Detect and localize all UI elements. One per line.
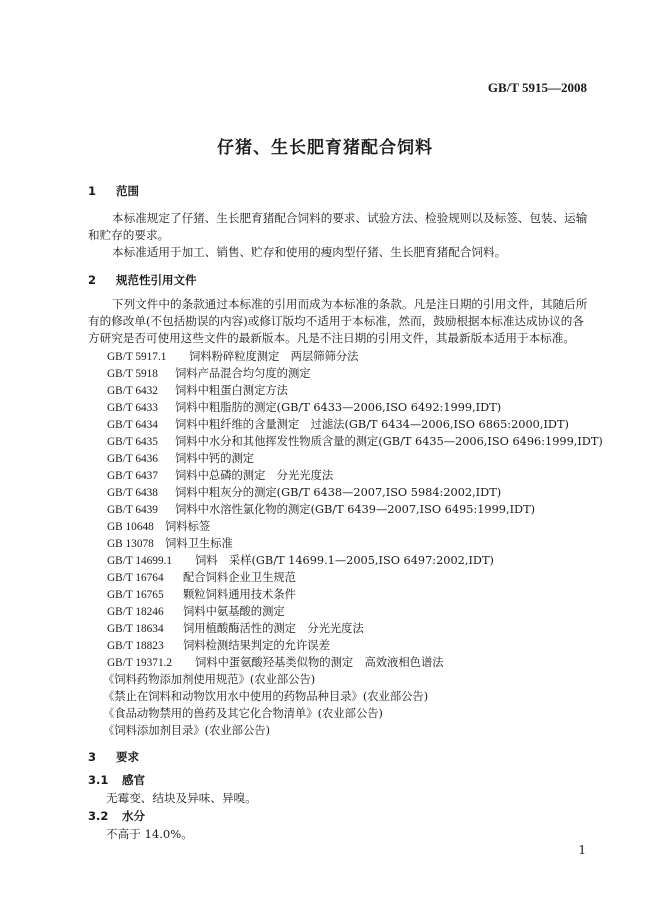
regulation-item: 《饲料药物添加剂使用规范》(农业部公告) [103,673,316,686]
section-1-paragraph-2: 本标准适用于加工、销售、贮存和使用的瘦肉型仔猪、生长肥育猪配合饲料。 [112,245,507,259]
reference-item: GB 13078 饲料卫生标准 [107,537,233,550]
subsection-title: 水分 [122,809,145,823]
reference-item: GB/T 6438 饲料中粗灰分的测定(GB/T 6438—2007,ISO 5984:2002,IDT) [107,486,502,499]
section-title: 要求 [116,750,139,764]
section-1-paragraph-1: 本标准规定了仔猪、生长肥育猪配合饲料的要求、试验方法、检验规则以及标签、包装、运输和贮存的要求。 [88,211,588,242]
reference-item: GB/T 18634 饲用植酸酶活性的测定 分光光度法 [107,622,364,635]
reference-item: GB/T 19371.2 饲料中蛋氨酸羟基类似物的测定 高效液相色谱法 [107,656,444,669]
reference-item: GB/T 18823 饲料检测结果判定的允许误差 [107,639,330,652]
section-2-intro: 下列文件中的条款通过本标准的引用而成为本标准的条款。凡是注日期的引用文件，其随后所有的修改单(不包括勘误的内容)或修订版均不适用于本标准，然而，鼓励根据本标准达成协议的各方研究是否可使用这些文件的最新版本。凡是不注日期的引用文件，其最新版本适用于本标准。 [88,297,588,345]
subsection-number: 3.1 [88,773,109,787]
reference-item: GB/T 6433 饲料中粗脂肪的测定(GB/T 6433—2006,ISO 6492:1999,IDT) [107,401,502,414]
subsection-3-2-heading [88,808,145,824]
reference-item: GB/T 6435 饲料中水分和其他挥发性物质含量的测定(GB/T 6435—2006,ISO 6496:1999,IDT) [107,435,603,448]
reference-item: GB/T 5917.1 饲料粉碎粒度测定 两层筛筛分法 [107,350,359,363]
section-2-heading [88,272,197,288]
reference-item: GB/T 5918 饲料产品混合均匀度的测定 [107,367,311,380]
section-3-heading [88,749,139,765]
document-title: 仔猪、生长肥育猪配合饲料 [217,138,433,158]
subsection-title: 感官 [122,773,145,787]
section-number: 1 [88,184,97,198]
subsection-3-2-text: 不高于 14.0%。 [106,827,193,841]
regulation-item: 《食品动物禁用的兽药及其它化合物清单》(农业部公告) [103,707,383,720]
reference-item: GB/T 16765 颗粒饲料通用技术条件 [107,588,296,601]
section-number: 3 [88,750,97,764]
reference-item: GB/T 6434 饲料中粗纤维的含量测定 过滤法(GB/T 6434—2006,ISO 6865:2000,IDT) [107,418,569,431]
page-number: 1 [578,843,586,857]
regulation-item: 《禁止在饲料和动物饮用水中使用的药物品种目录》(农业部公告) [103,690,429,703]
reference-item: GB/T 14699.1 饲料 采样(GB/T 14699.1—2005,ISO 6497:2002,IDT) [107,554,494,567]
section-title: 范围 [116,184,139,198]
section-title: 规范性引用文件 [116,273,197,287]
subsection-number: 3.2 [88,809,109,823]
reference-item: GB/T 6436 饲料中钙的测定 [107,452,255,465]
reference-item: GB/T 6432 饲料中粗蛋白测定方法 [107,384,288,397]
reference-item: GB/T 16764 配合饲料企业卫生规范 [107,571,296,584]
reference-item: GB/T 18246 饲料中氨基酸的测定 [107,605,285,618]
subsection-3-1-heading [88,772,145,788]
reference-item: GB/T 6439 饲料中水溶性氯化物的测定(GB/T 6439—2007,ISO 6495:1999,IDT) [107,503,536,516]
regulation-item: 《饲料添加剂目录》(农业部公告) [103,724,270,737]
subsection-3-1-text: 无霉变、结块及异味、异嗅。 [106,791,257,805]
section-number: 2 [88,273,97,287]
reference-item: GB/T 6437 饲料中总磷的测定 分光光度法 [107,469,334,482]
section-1-heading [88,183,139,199]
reference-item: GB 10648 饲料标签 [107,520,211,533]
standard-code: GB/T 5915—2008 [487,80,587,95]
